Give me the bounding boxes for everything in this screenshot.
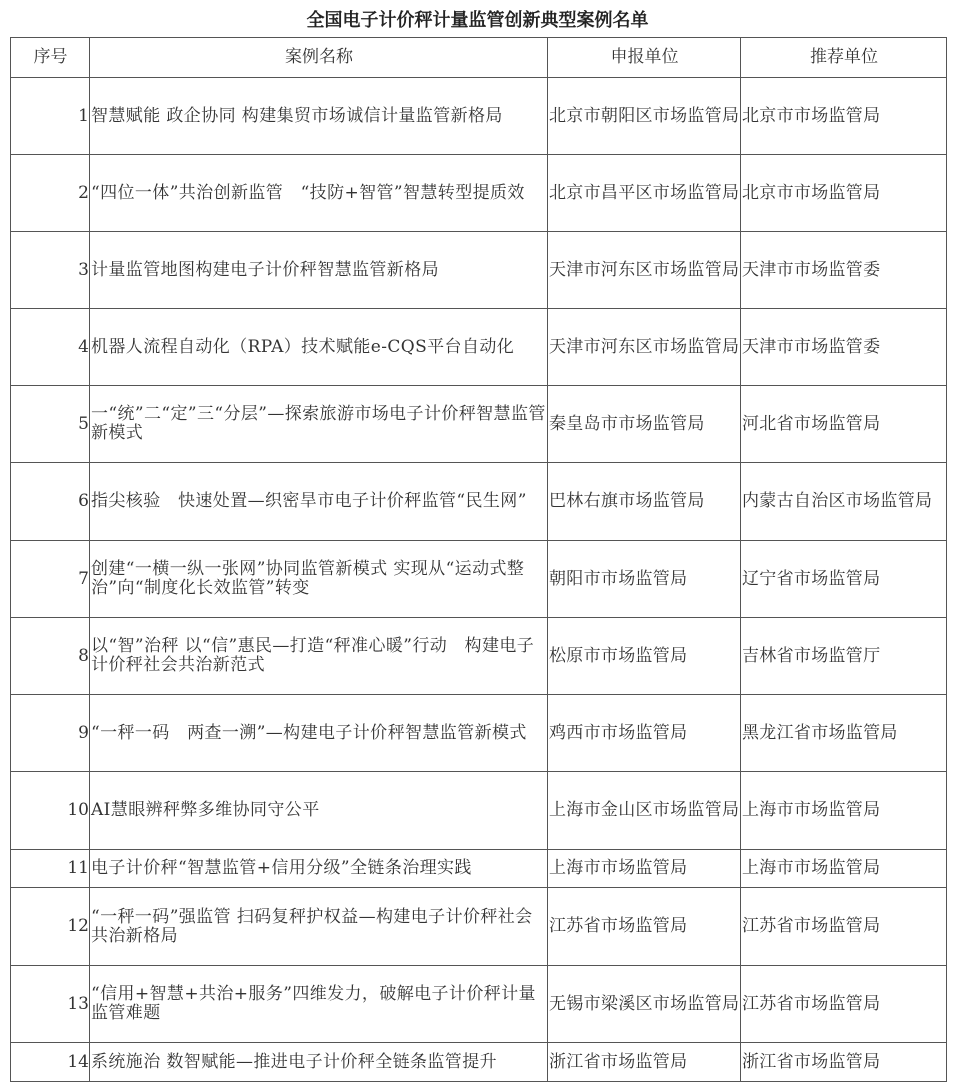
row-applicant-unit: 松原市市场监管局 xyxy=(548,618,741,695)
row-serial-number: 5 xyxy=(11,386,90,463)
header-serial-number: 序号 xyxy=(11,38,90,78)
row-case-name: 计量监管地图构建电子计价秤智慧监管新格局 xyxy=(90,232,548,309)
row-applicant-unit: 北京市朝阳区市场监管局 xyxy=(548,78,741,155)
row-case-name: AI慧眼辨秤弊多维协同守公平 xyxy=(90,772,548,850)
row-case-name: “四位一体”共治创新监管 “技防+智管”智慧转型提质效 xyxy=(90,155,548,232)
row-applicant-unit: 浙江省市场监管局 xyxy=(548,1043,741,1082)
row-recommending-unit: 江苏省市场监管局 xyxy=(741,966,947,1043)
row-case-name: 机器人流程自动化（RPA）技术赋能e-CQS平台自动化 xyxy=(90,309,548,386)
row-applicant-unit: 巴林右旗市场监管局 xyxy=(548,463,741,541)
page-title: 全国电子计价秤计量监管创新典型案例名单 xyxy=(306,10,649,31)
row-recommending-unit: 辽宁省市场监管局 xyxy=(741,541,947,618)
row-case-name: 电子计价秤“智慧监管+信用分级”全链条治理实践 xyxy=(90,850,548,888)
row-recommending-unit: 上海市市场监管局 xyxy=(741,850,947,888)
row-serial-number: 2 xyxy=(11,155,90,232)
table-row xyxy=(11,386,947,463)
table-row xyxy=(11,309,947,386)
row-applicant-unit: 秦皇岛市市场监管局 xyxy=(548,386,741,463)
row-recommending-unit: 天津市市场监管委 xyxy=(741,232,947,309)
row-serial-number: 9 xyxy=(11,695,90,772)
table-row xyxy=(11,772,947,850)
row-applicant-unit: 江苏省市场监管局 xyxy=(548,888,741,966)
case-list-table xyxy=(10,37,947,1082)
row-recommending-unit: 北京市市场监管局 xyxy=(741,155,947,232)
row-case-name: 一“统”二“定”三“分层”—探索旅游市场电子计价秤智慧监管新模式 xyxy=(90,386,548,463)
table-row xyxy=(11,78,947,155)
row-serial-number: 10 xyxy=(11,772,90,850)
row-serial-number: 1 xyxy=(11,78,90,155)
table-header-row xyxy=(11,38,947,78)
row-recommending-unit: 黑龙江省市场监管局 xyxy=(741,695,947,772)
row-applicant-unit: 天津市河东区市场监管局 xyxy=(548,232,741,309)
row-serial-number: 8 xyxy=(11,618,90,695)
row-case-name: “一秤一码”强监管 扫码复秤护权益—构建电子计价秤社会共治新格局 xyxy=(90,888,548,966)
row-case-name: “信用+智慧+共治+服务”四维发力，破解电子计价秤计量监管难题 xyxy=(90,966,548,1043)
row-applicant-unit: 朝阳市市场监管局 xyxy=(548,541,741,618)
row-case-name: 智慧赋能 政企协同 构建集贸市场诚信计量监管新格局 xyxy=(90,78,548,155)
table-row xyxy=(11,850,947,888)
row-recommending-unit: 上海市市场监管局 xyxy=(741,772,947,850)
table-row xyxy=(11,966,947,1043)
header-recommending-unit: 推荐单位 xyxy=(741,38,947,78)
row-serial-number: 6 xyxy=(11,463,90,541)
row-applicant-unit: 上海市金山区市场监管局 xyxy=(548,772,741,850)
table-row xyxy=(11,1043,947,1082)
table-row xyxy=(11,618,947,695)
row-case-name: 以“智”治秤 以“信”惠民—打造“秤准心暖”行动 构建电子计价秤社会共治新范式 xyxy=(90,618,548,695)
row-case-name: 系统施治 数智赋能—推进电子计价秤全链条监管提升 xyxy=(90,1043,548,1082)
row-applicant-unit: 北京市昌平区市场监管局 xyxy=(548,155,741,232)
row-serial-number: 12 xyxy=(11,888,90,966)
row-case-name: “一秤一码 两查一溯”—构建电子计价秤智慧监管新模式 xyxy=(90,695,548,772)
row-recommending-unit: 浙江省市场监管局 xyxy=(741,1043,947,1082)
header-case-name: 案例名称 xyxy=(90,38,548,78)
table-row xyxy=(11,888,947,966)
row-recommending-unit: 天津市市场监管委 xyxy=(741,309,947,386)
table-row xyxy=(11,695,947,772)
row-serial-number: 7 xyxy=(11,541,90,618)
row-case-name: 创建“一横一纵一张网”协同监管新模式 实现从“运动式整治”向“制度化长效监管”转变 xyxy=(90,541,548,618)
row-applicant-unit: 鸡西市市场监管局 xyxy=(548,695,741,772)
row-applicant-unit: 无锡市梁溪区市场监管局 xyxy=(548,966,741,1043)
row-recommending-unit: 吉林省市场监管厅 xyxy=(741,618,947,695)
row-applicant-unit: 上海市市场监管局 xyxy=(548,850,741,888)
row-applicant-unit: 天津市河东区市场监管局 xyxy=(548,309,741,386)
row-recommending-unit: 北京市市场监管局 xyxy=(741,78,947,155)
table-row xyxy=(11,155,947,232)
header-applicant-unit: 申报单位 xyxy=(548,38,741,78)
row-serial-number: 14 xyxy=(11,1043,90,1082)
table-row xyxy=(11,463,947,541)
row-recommending-unit: 江苏省市场监管局 xyxy=(741,888,947,966)
row-recommending-unit: 河北省市场监管局 xyxy=(741,386,947,463)
table-row xyxy=(11,232,947,309)
row-serial-number: 11 xyxy=(11,850,90,888)
row-serial-number: 4 xyxy=(11,309,90,386)
row-serial-number: 13 xyxy=(11,966,90,1043)
table-row xyxy=(11,541,947,618)
row-serial-number: 3 xyxy=(11,232,90,309)
row-case-name: 指尖核验 快速处置—织密旱市电子计价秤监管“民生网” xyxy=(90,463,548,541)
row-recommending-unit: 内蒙古自治区市场监管局 xyxy=(741,463,947,541)
